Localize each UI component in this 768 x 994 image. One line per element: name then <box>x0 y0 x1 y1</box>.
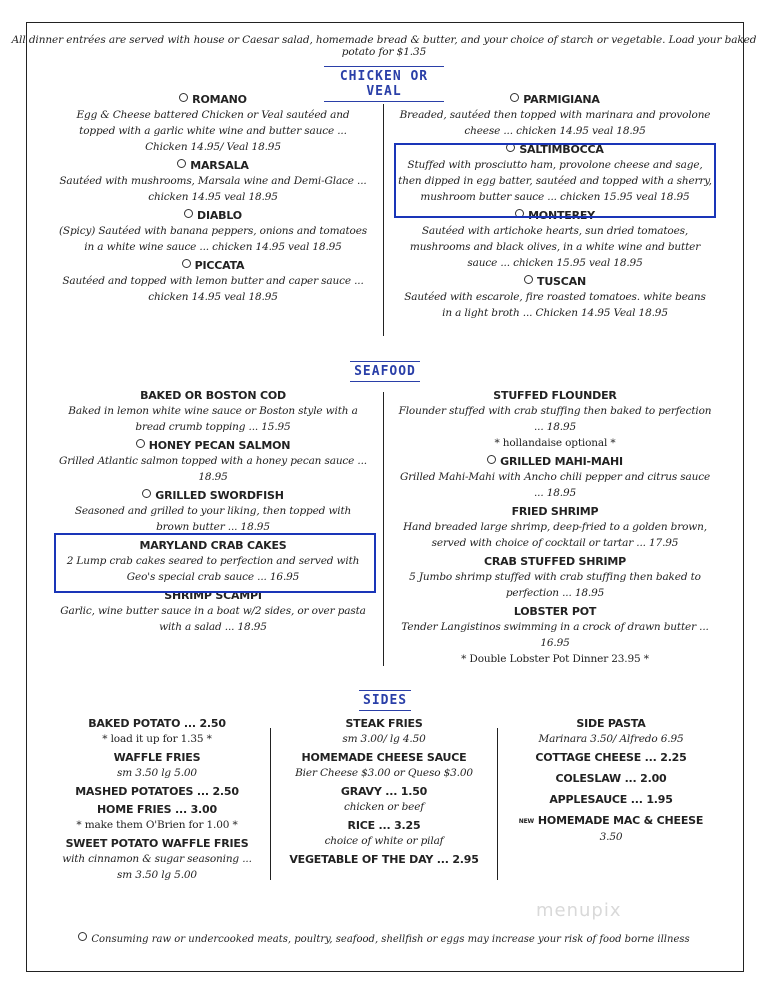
item-desc: * load it up for 1.35 * <box>102 733 212 745</box>
item-name: STUFFED FLOUNDER <box>493 389 617 402</box>
item-name: BAKED OR BOSTON COD <box>140 389 286 402</box>
menu-item <box>58 208 368 255</box>
item-note: * hollandaise optional * <box>494 437 616 449</box>
item-name: HOMEMADE CHEESE SAUCE <box>301 751 467 764</box>
item-desc: Bier Cheese $3.00 or Queso $3.00 <box>295 767 473 779</box>
circle-icon <box>487 455 496 464</box>
item-desc: Stuffed with prosciutto ham, provolone cheese and sage, then dipped in egg batter, sautéed and topped with a sherry, mushroom butter sauce ... chicken 15.95 veal 18.95 <box>398 159 712 203</box>
item-name: VEGETABLE OF THE DAY ... 2.95 <box>289 853 479 866</box>
item-name: COTTAGE CHEESE ... 2.25 <box>535 751 687 764</box>
menu-item <box>286 784 482 815</box>
item-name: DIABLO <box>197 209 242 222</box>
item-name: GRAVY ... 1.50 <box>340 785 428 798</box>
divider-sides-1 <box>270 728 271 880</box>
circle-icon <box>142 489 151 498</box>
circle-icon <box>182 259 191 268</box>
menu-item <box>286 852 482 867</box>
item-name: HOME FRIES ... 3.00 <box>97 803 217 816</box>
item-desc: Seasoned and grilled to your liking, then topped with brown butter ... 18.95 <box>74 505 352 533</box>
menu-item <box>58 158 368 205</box>
menu-item <box>398 92 712 139</box>
footer-text: Consuming raw or undercooked meats, poultry, seafood, shellfish or eggs may increase your risk of food borne illness <box>91 934 690 945</box>
sides-column-2 <box>286 716 482 870</box>
circle-icon <box>510 93 519 102</box>
item-desc: * make them O'Brien for 1.00 * <box>76 819 238 831</box>
menu-item <box>58 784 256 799</box>
sides-column-3 <box>512 716 710 848</box>
menu-item <box>398 454 712 501</box>
menu-item <box>512 716 710 747</box>
item-desc: with cinnamon & sugar seasoning ... sm 3.50 lg 5.00 <box>62 853 252 881</box>
menu-item <box>286 818 482 849</box>
item-name: SALTIMBOCCA <box>519 143 604 156</box>
item-name: MONTEREY <box>528 209 595 222</box>
item-desc: (Spicy) Sautéed with banana peppers, onions and tomatoes in a white wine sauce ... chicken 14.95 veal 18.95 <box>58 225 368 253</box>
circle-icon <box>177 159 186 168</box>
menu-item <box>512 771 710 786</box>
item-desc: choice of white or pilaf <box>324 835 444 847</box>
item-name: RICE ... 3.25 <box>347 819 421 832</box>
item-desc: Grilled Atlantic salmon topped with a honey pecan sauce ... 18.95 <box>59 455 367 483</box>
divider-sides-2 <box>497 728 498 880</box>
item-name: STEAK FRIES <box>345 717 423 730</box>
menu-item <box>398 554 712 601</box>
menu-item <box>286 716 482 747</box>
item-note: * Double Lobster Pot Dinner 23.95 * <box>461 653 649 665</box>
circle-icon <box>184 209 193 218</box>
item-name: ROMANO <box>192 93 247 106</box>
circle-icon <box>78 932 87 941</box>
item-name: SIDE PASTA <box>576 717 646 730</box>
menu-item <box>58 716 256 747</box>
item-name: WAFFLE FRIES <box>113 751 201 764</box>
item-name: PICCATA <box>194 259 245 272</box>
menu-item <box>512 792 710 807</box>
item-name: MARSALA <box>190 159 249 172</box>
section-title-seafood: SEAFOOD <box>350 361 420 382</box>
item-desc: Marinara 3.50/ Alfredo 6.95 <box>538 733 684 745</box>
item-name: HOMEMADE MAC & CHEESE <box>537 814 704 827</box>
item-name: SWEET POTATO WAFFLE FRIES <box>65 837 249 850</box>
item-name: PARMIGIANA <box>523 93 600 106</box>
item-name: GRILLED MAHI-MAHI <box>500 455 623 468</box>
item-name: SHRIMP SCAMPI <box>164 589 262 602</box>
item-name: BAKED POTATO ... 2.50 <box>88 717 226 730</box>
item-name: CRAB STUFFED SHRIMP <box>483 555 627 568</box>
menu-item <box>512 813 710 845</box>
new-badge: NEW <box>518 818 534 825</box>
footer-warning <box>0 932 768 945</box>
item-desc: chicken or beef <box>343 801 425 813</box>
intro-note: All dinner entrées are served with house or Caesar salad, homemade bread & butter, and your choice of starch or vegetable. Load your baked potato for $1.35 <box>11 34 757 58</box>
item-name: GRILLED SWORDFISH <box>155 489 284 502</box>
circle-icon <box>524 275 533 284</box>
item-desc: Garlic, wine butter sauce in a boat w/2 sides, or over pasta with a salad ... 18.95 <box>60 605 366 633</box>
item-desc: Baked in lemon white wine sauce or Boston style with a bread crumb topping ... 15.95 <box>68 405 358 433</box>
divider-seafood <box>383 392 384 666</box>
menu-item <box>58 258 368 305</box>
item-name: FRIED SHRIMP <box>511 505 599 518</box>
menu-item <box>58 438 368 485</box>
menu-item <box>398 274 712 321</box>
menu-item <box>398 504 712 551</box>
item-name: COLESLAW ... 2.00 <box>555 772 667 785</box>
item-desc: sm 3.00/ lg 4.50 <box>342 733 426 745</box>
circle-icon <box>179 93 188 102</box>
sides-column-1 <box>58 716 256 886</box>
seafood-left-column <box>58 388 368 638</box>
item-desc: Egg & Cheese battered Chicken or Veal sautéed and topped with a garlic white wine and butter sauce ... Chicken 14.95/ Veal 18.95 <box>76 109 350 153</box>
highlight-box-crab-cakes <box>54 533 376 593</box>
item-name: TUSCAN <box>537 275 586 288</box>
item-desc: Sautéed and topped with lemon butter and caper sauce ... chicken 14.95 veal 18.95 <box>62 275 364 303</box>
menu-item <box>58 750 256 781</box>
chicken-left-column <box>58 92 368 308</box>
section-title-chicken-veal: CHICKEN OR VEAL <box>324 66 444 102</box>
item-desc: 5 Jumbo shrimp stuffed with crab stuffing then baked to perfection ... 18.95 <box>409 571 701 599</box>
menu-item <box>58 802 256 833</box>
item-desc: Sautéed with escarole, fire roasted tomatoes. white beans in a light broth ... Chicken 14.95 Veal 18.95 <box>404 291 706 319</box>
item-name: APPLESAUCE ... 1.95 <box>549 793 673 806</box>
item-name: MASHED POTATOES ... 2.50 <box>75 785 239 798</box>
item-desc: Grilled Mahi-Mahi with Ancho chili pepper and citrus sauce ... 18.95 <box>399 471 711 499</box>
menu-item <box>512 750 710 765</box>
item-desc: sm 3.50 lg 5.00 <box>117 767 197 779</box>
menu-item <box>286 750 482 781</box>
item-desc: Breaded, sautéed then topped with marinara and provolone cheese ... chicken 14.95 veal 18.95 <box>399 109 711 137</box>
item-name: LOBSTER POT <box>513 605 597 618</box>
divider-chicken <box>383 104 384 336</box>
item-name: HONEY PECAN SALMON <box>148 439 291 452</box>
seafood-right-column <box>398 388 712 670</box>
item-desc: 2 Lump crab cakes seared to perfection and served with Geo's special crab sauce ... 16.95 <box>66 555 360 583</box>
menu-item <box>58 488 368 535</box>
item-desc: Tender Langistinos swimming in a crock of drawn butter ... 16.95 <box>401 621 709 649</box>
section-title-sides: SIDES <box>359 690 411 711</box>
circle-icon <box>136 439 145 448</box>
item-desc: Sautéed with artichoke hearts, sun dried tomatoes, mushrooms and black olives, in a white wine and butter sauce ... chicken 15.95 veal 18.95 <box>409 225 701 269</box>
menu-item <box>398 388 712 451</box>
item-desc: 3.50 <box>599 831 623 843</box>
item-desc: Sautéed with mushrooms, Marsala wine and Demi-Glace ... chicken 14.95 veal 18.95 <box>59 175 367 203</box>
menu-item <box>398 604 712 667</box>
item-desc: Flounder stuffed with crab stuffing then baked to perfection ... 18.95 <box>398 405 712 433</box>
menu-item <box>58 588 368 635</box>
highlight-box-saltimbocca <box>394 143 716 218</box>
watermark-logo: menupix <box>536 900 622 921</box>
menu-item <box>58 388 368 435</box>
menu-item <box>58 836 256 883</box>
item-desc: Hand breaded large shrimp, deep-fried to a golden brown, served with choice of cocktail or tartar ... 17.95 <box>403 521 707 549</box>
menu-item <box>58 92 368 155</box>
item-name: MARYLAND CRAB CAKES <box>139 539 287 552</box>
